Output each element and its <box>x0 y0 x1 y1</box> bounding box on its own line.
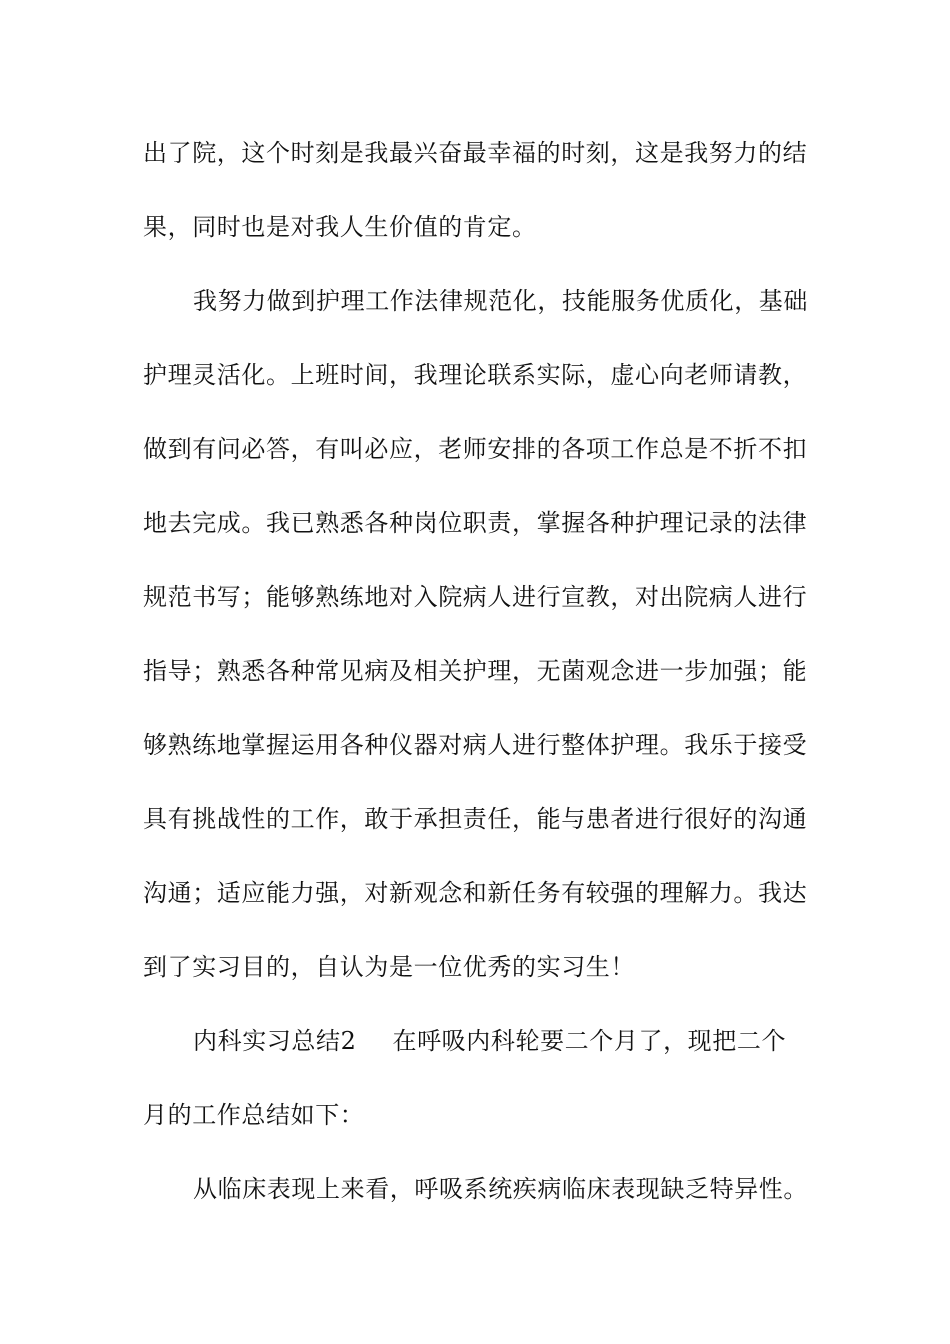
paragraph-line: 具有挑战性的工作，敢于承担责任，能与患者进行很好的沟通 <box>143 805 808 833</box>
paragraph-line: 地去完成。我已熟悉各种岗位职责，掌握各种护理记录的法律 <box>143 509 808 537</box>
paragraph-line: 够熟练地掌握运用各种仪器对病人进行整体护理。我乐于接受 <box>143 731 808 759</box>
section-heading-rest: 在呼吸内科轮要二个月了，现把二个 <box>392 1027 787 1055</box>
paragraph-line: 到了实习目的，自认为是一位优秀的实习生！ <box>143 953 635 981</box>
paragraph-line: 我努力做到护理工作法律规范化，技能服务优质化，基础 <box>193 287 808 315</box>
paragraph-line: 护理灵活化。上班时间，我理论联系实际，虚心向老师请教， <box>143 361 808 389</box>
paragraph-line: 果，同时也是对我人生价值的肯定。 <box>143 213 537 241</box>
section-heading: 内科实习总结2 <box>193 1027 357 1055</box>
paragraph-line: 做到有问必答，有叫必应，老师安排的各项工作总是不折不扣 <box>143 435 808 463</box>
paragraph-line: 规范书写；能够熟练地对入院病人进行宣教，对出院病人进行 <box>143 583 808 611</box>
section-heading-line <box>193 1021 813 1061</box>
paragraph-line: 月的工作总结如下： <box>143 1101 365 1129</box>
paragraph-line: 出了院，这个时刻是我最兴奋最幸福的时刻，这是我努力的结 <box>143 139 808 167</box>
paragraph-line: 从临床表现上来看，呼吸系统疾病临床表现缺乏特异性。 <box>193 1175 808 1203</box>
paragraph-line: 沟通；适应能力强，对新观念和新任务有较强的理解力。我达 <box>143 879 808 907</box>
paragraph-line: 指导；熟悉各种常见病及相关护理，无菌观念进一步加强；能 <box>143 657 808 685</box>
